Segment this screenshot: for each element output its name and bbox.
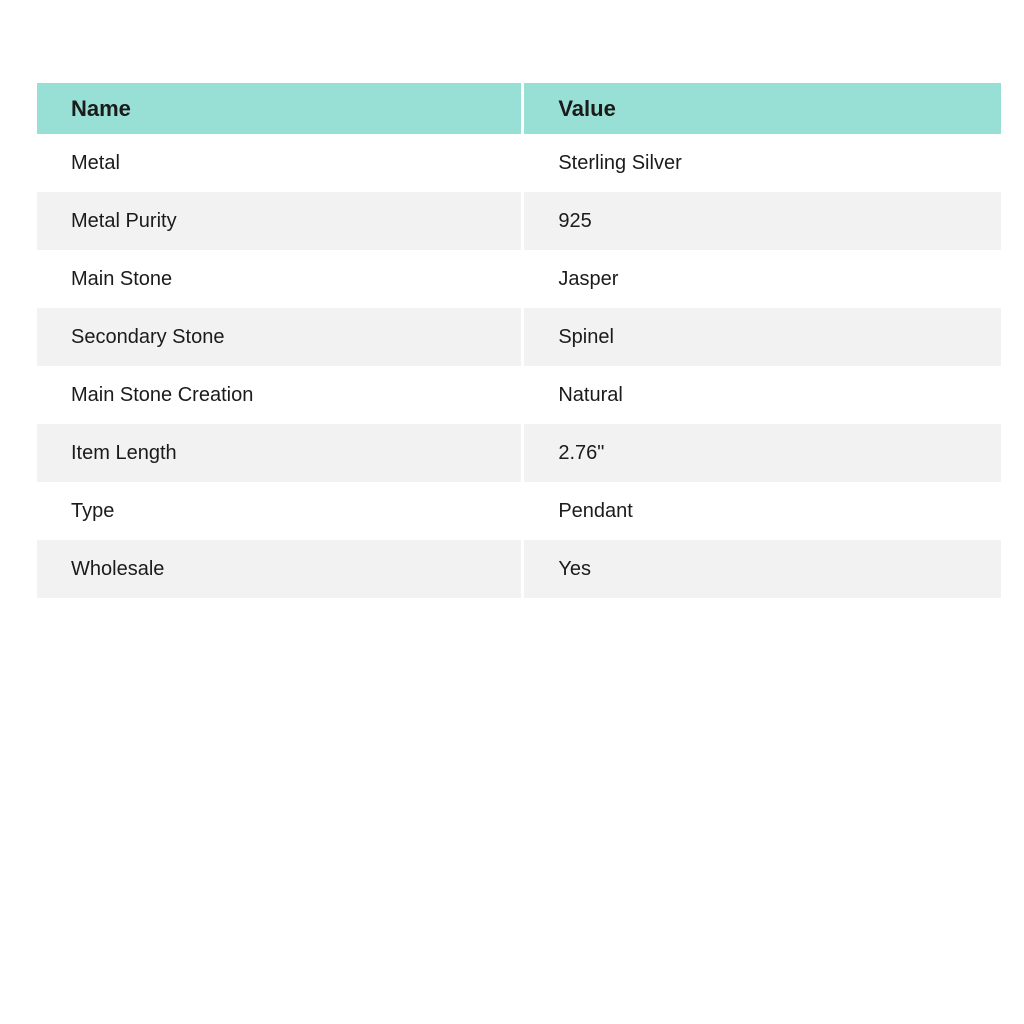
attr-value-cell: Jasper	[558, 267, 619, 290]
attr-name-cell: Type	[37, 482, 523, 540]
header-cell-name: Name	[37, 83, 523, 134]
attr-value-cell: Natural	[558, 383, 623, 406]
table-row	[37, 250, 1001, 308]
table-row	[37, 308, 1001, 366]
attr-name-cell: Main Stone Creation	[37, 366, 523, 424]
attr-name-cell: Wholesale	[37, 540, 523, 598]
attr-name-cell: Metal Purity	[37, 192, 523, 250]
table-row	[37, 192, 1001, 250]
attr-value-cell: Pendant	[558, 499, 633, 522]
attr-value-cell: 925	[558, 209, 592, 232]
attr-value-cell: Sterling Silver	[558, 151, 682, 174]
attr-name-cell: Main Stone	[37, 250, 523, 308]
table-header	[37, 83, 1001, 134]
attr-value-cell: Spinel	[558, 325, 614, 348]
table-row	[37, 424, 1001, 482]
table-row	[37, 366, 1001, 424]
table-row	[37, 134, 1001, 192]
table-body	[37, 134, 1001, 598]
header-cell-value: Value	[523, 83, 1001, 134]
header-row	[37, 83, 1001, 134]
attr-value-cell: Yes	[558, 557, 591, 580]
attr-name-cell: Secondary Stone	[37, 308, 523, 366]
table-row	[37, 540, 1001, 598]
product-attributes-table-container	[37, 83, 1001, 598]
table-row	[37, 482, 1001, 540]
attr-value-cell: 2.76"	[558, 441, 605, 464]
product-attributes-table	[37, 83, 1001, 598]
attr-name-cell: Item Length	[37, 424, 523, 482]
attr-name-cell: Metal	[37, 134, 523, 192]
